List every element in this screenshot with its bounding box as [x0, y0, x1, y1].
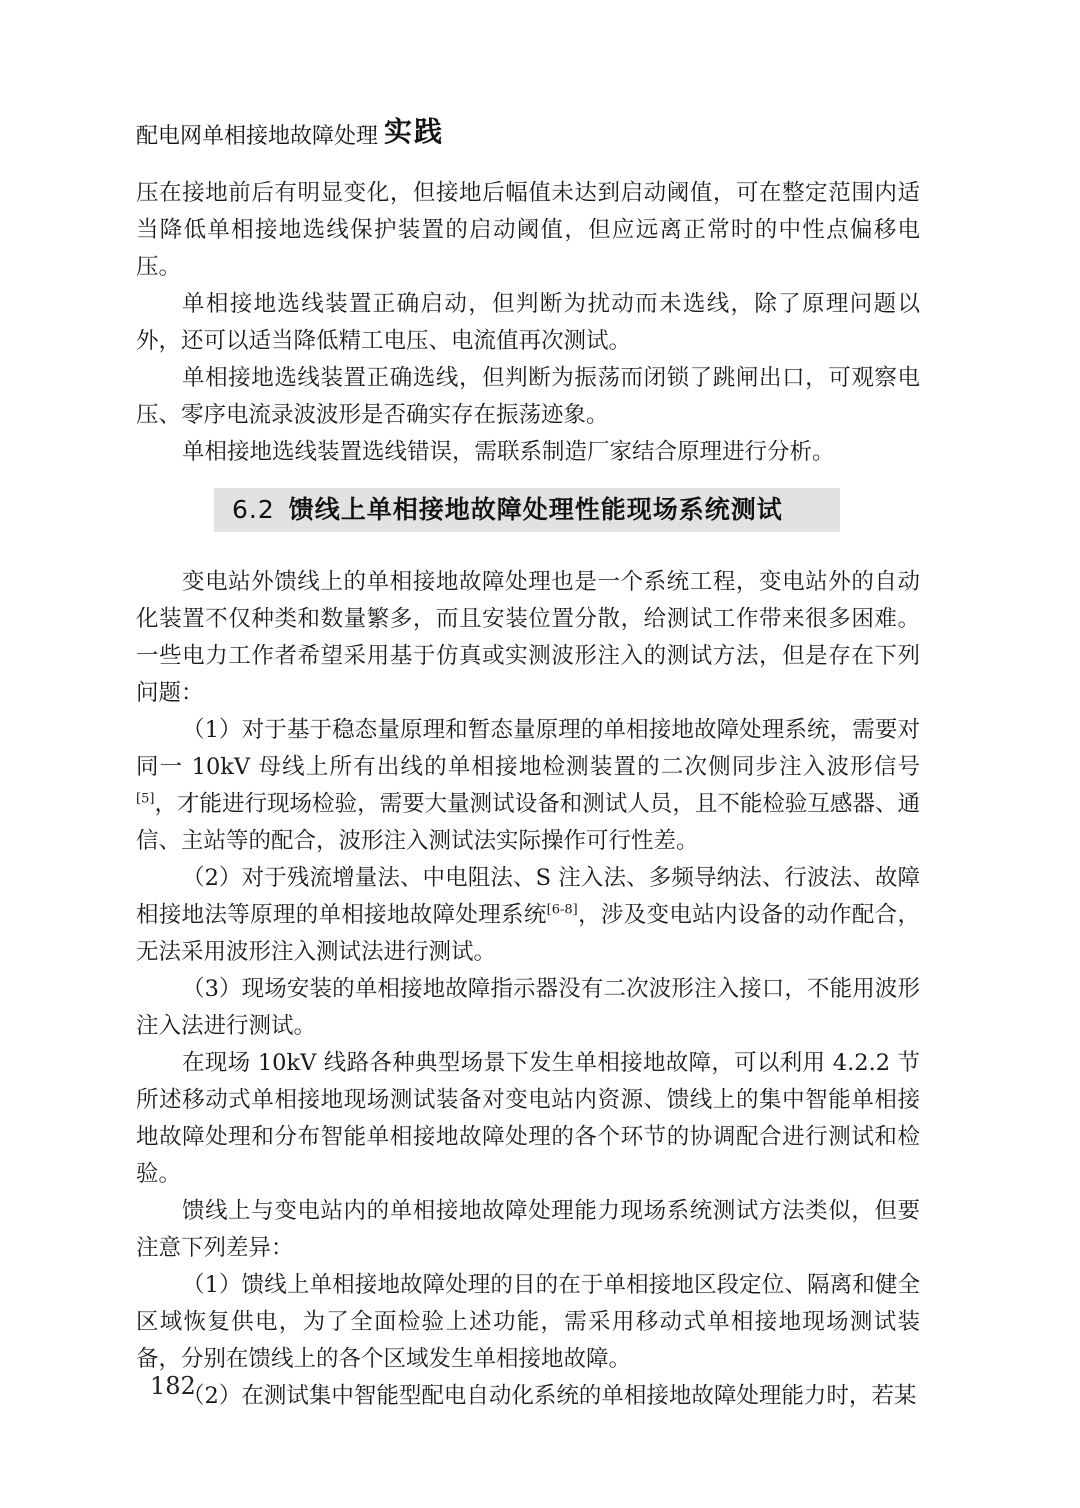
paragraph-text: （2）对于残流增量法、中电阻法、S 注入法、多频导纳法、行波法、故障相接地法等原理的单相接地故障处理系统 — [136, 865, 920, 928]
text-block-before-section — [136, 175, 920, 471]
paragraph: 压在接地前后有明显变化，但接地后幅值未达到启动阈值，可在整定范围内适当降低单相接地选线保护装置的启动阈值，但应远离正常时的中性点偏移电压。 — [136, 180, 920, 280]
paragraph-text: ，涉及变电站内设备的动作配合，无法采用波形注入测试法进行测试。 — [136, 902, 920, 965]
paragraph: 馈线上与变电站内的单相接地故障处理能力现场系统测试方法类似，但要注意下列差异： — [136, 1198, 920, 1261]
paragraph: 单相接地选线装置选线错误，需联系制造厂家结合原理进行分析。 — [182, 439, 835, 465]
paragraph-text: ，才能进行现场检验，需要大量测试设备和测试人员，且不能检验互感器、通信、主站等的配合，波形注入测试法实际操作可行性差。 — [136, 791, 920, 854]
paragraph: （2）在测试集中智能型配电自动化系统的单相接地故障处理能力时，若某 — [182, 1383, 917, 1409]
book-title: 配电网单相接地故障处理 — [136, 124, 379, 149]
section-title: 馈线上单相接地故障处理性能现场系统测试 — [288, 495, 783, 524]
paragraph — [136, 860, 920, 971]
page-number: 182 — [150, 1372, 196, 1400]
book-title-emphasis: 实践 — [384, 115, 445, 148]
section-heading — [232, 488, 783, 532]
paragraph-text: （1）对于基于稳态量原理和暂态量原理的单相接地故障处理系统，需要对同一 10kV 母线上所有出线的单相接地检测装置的二次侧同步注入波形信号 — [136, 717, 920, 780]
running-header — [136, 110, 444, 150]
citation: [5] — [136, 791, 155, 807]
paragraph: 变电站外馈线上的单相接地故障处理也是一个系统工程，变电站外的自动化装置不仅种类和数量繁多，而且安装位置分散，给测试工作带来很多困难。一些电力工作者希望采用基于仿真或实测波形注入的测试方法，但是存在下列问题： — [136, 569, 920, 706]
text-block-after-section — [136, 564, 920, 1415]
paragraph: 单相接地选线装置正确启动，但判断为扰动而未选线，除了原理问题以外，还可以适当降低精工电压、电流值再次测试。 — [136, 291, 920, 354]
section-number: 6.2 — [232, 495, 275, 524]
paragraph: （3）现场安装的单相接地故障指示器没有二次波形注入接口，不能用波形注入法进行测试。 — [136, 976, 920, 1039]
paragraph — [136, 712, 920, 860]
paragraph: 在现场 10kV 线路各种典型场景下发生单相接地故障，可以利用 4.2.2 节所述移动式单相接地现场测试装备对变电站内资源、馈线上的集中智能单相接地故障处理和分布智能单相接地故障处理的各个环节的协调配合进行测试和检验。 — [136, 1050, 920, 1187]
citation: [6-8] — [546, 902, 578, 918]
paragraph: 单相接地选线装置正确选线，但判断为振荡而闭锁了跳闸出口，可观察电压、零序电流录波波形是否确实存在振荡迹象。 — [136, 365, 920, 428]
paragraph: （1）馈线上单相接地故障处理的目的在于单相接地区段定位、隔离和健全区域恢复供电，为了全面检验上述功能，需采用移动式单相接地现场测试装备，分别在馈线上的各个区域发生单相接地故障。 — [136, 1272, 920, 1372]
